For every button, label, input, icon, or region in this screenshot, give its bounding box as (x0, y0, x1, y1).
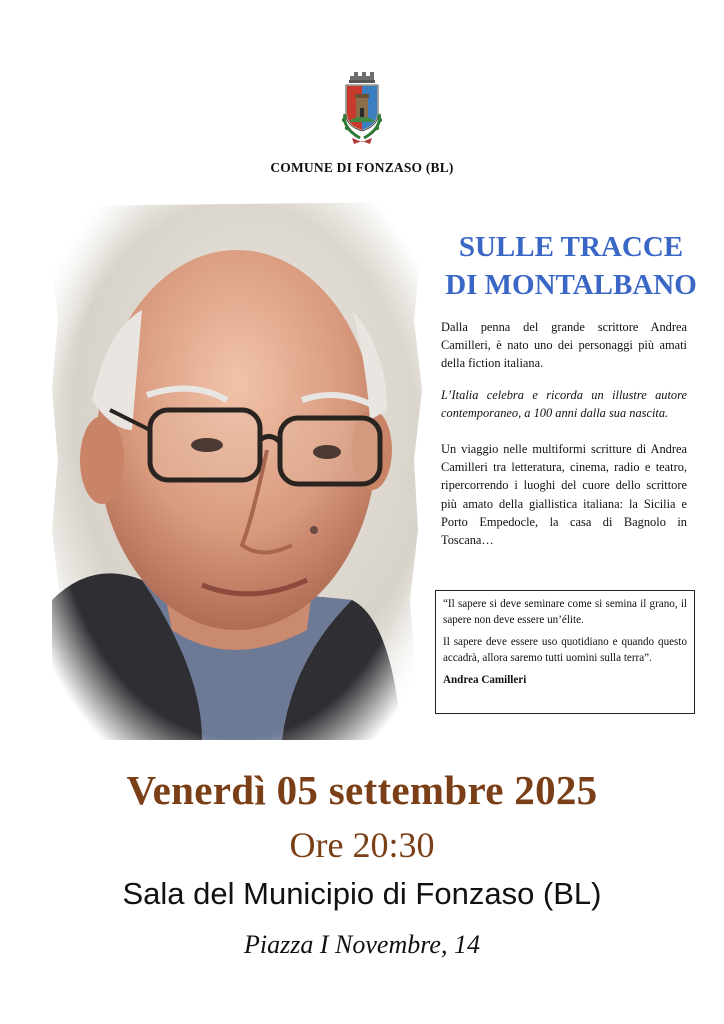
municipality-name: COMUNE DI FONZASO (BL) (270, 160, 454, 175)
event-date: Venerdì 05 settembre 2025 (126, 767, 598, 813)
title-line-2: DI MONTALBANO (445, 269, 697, 301)
title-line-1: SULLE TRACCE (458, 231, 684, 263)
quote-line-1: “Il sapere si deve seminare come si semina il grano, il sapere non deve essere un’élite. (443, 598, 687, 626)
event-time: Ore 20:30 (289, 825, 435, 865)
event-address: Piazza I Novembre, 14 (244, 930, 480, 959)
event-venue: Sala del Municipio di Fonzaso (BL) (122, 876, 602, 911)
description-paragraph: Un viaggio nelle multiformi scritture di Andrea Camilleri tra letteratura, cinema, radio e teatro, ripercorrendo i luoghi del cuore dello scrittore più amato della giallistica italiana: la Sicilia e Porto Empedocle, la casa di Bagnolo in Toscana… (441, 442, 687, 548)
intro-paragraph: Dalla penna del grande scrittore Andrea Camilleri, è nato uno dei personaggi più amati della fiction italiana. (441, 320, 687, 371)
quote-line-2: Il sapere deve essere uso quotidiano e quando questo accadrà, allora saremo tutti uomini sulla terra”. (443, 636, 687, 664)
quote-box (435, 590, 695, 714)
event-title (426, 228, 716, 304)
quote-author: Andrea Camilleri (443, 674, 527, 686)
municipal-crest-icon (336, 70, 388, 146)
portrait-photo (52, 200, 424, 740)
italic-paragraph: L’Italia celebra e ricorda un illustre autore contemporaneo, a 100 anni dalla sua nascita. (441, 388, 687, 421)
